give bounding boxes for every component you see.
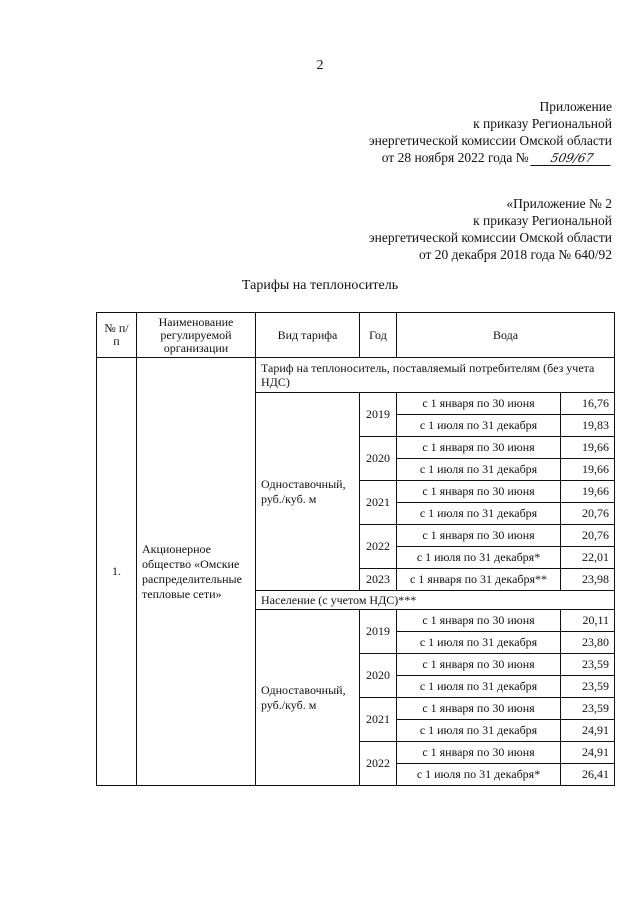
period-cell: с 1 января по 31 декабря** — [397, 569, 561, 591]
tariff-value: 22,01 — [561, 547, 615, 569]
tariff-value: 23,98 — [561, 569, 615, 591]
tariff-value: 20,76 — [561, 503, 615, 525]
header-num: № п/п — [97, 313, 137, 358]
period-cell: с 1 июля по 31 декабря — [397, 720, 561, 742]
period-cell: с 1 января по 30 июня — [397, 698, 561, 720]
period-cell: с 1 января по 30 июня — [397, 654, 561, 676]
page-number: 2 — [316, 58, 324, 73]
tariff-value: 19,66 — [561, 437, 615, 459]
period-cell: с 1 января по 30 июня — [397, 481, 561, 503]
period-cell: с 1 января по 30 июня — [397, 742, 561, 764]
period-cell: с 1 июля по 31 декабря — [397, 459, 561, 481]
period-cell: с 1 января по 30 июня — [397, 437, 561, 459]
tariff-value: 23,59 — [561, 676, 615, 698]
period-cell: с 1 июля по 31 декабря — [397, 676, 561, 698]
appendix-date: от 28 ноября 2022 года № — [381, 150, 529, 165]
period-cell: с 1 января по 30 июня — [397, 525, 561, 547]
tariff-type: Одноставочный, руб./куб. м — [256, 610, 360, 786]
tariff-type: Одноставочный, руб./куб. м — [256, 393, 360, 591]
year-cell: 2020 — [360, 654, 397, 698]
period-cell: с 1 июля по 31 декабря — [397, 503, 561, 525]
appendix-header — [369, 98, 612, 166]
organization-name: Акционерное общество «Омские распределительные тепловые сети» — [137, 358, 256, 786]
tariff-value: 23,80 — [561, 632, 615, 654]
year-cell: 2019 — [360, 610, 397, 654]
original-appendix-line: «Приложение № 2 — [506, 196, 612, 211]
year-cell: 2019 — [360, 393, 397, 437]
section-caption: Население (с учетом НДС)*** — [256, 591, 615, 610]
year-cell: 2022 — [360, 525, 397, 569]
year-cell: 2021 — [360, 481, 397, 525]
appendix-line: энергетической комиссии Омской области — [368, 133, 612, 148]
tariff-table — [96, 312, 615, 786]
tariff-value: 16,76 — [561, 393, 615, 415]
year-cell: 2023 — [360, 569, 397, 591]
header-water: Вода — [397, 313, 615, 358]
period-cell: с 1 января по 30 июня — [397, 393, 561, 415]
tariff-value: 23,59 — [561, 654, 615, 676]
tariff-value: 26,41 — [561, 764, 615, 786]
period-cell: с 1 июля по 31 декабря — [397, 632, 561, 654]
tariff-value: 24,91 — [561, 742, 615, 764]
original-appendix-line: от 20 декабря 2018 года № 640/92 — [418, 247, 612, 262]
order-number-handwritten: 509/67 — [530, 151, 613, 166]
tariff-value: 24,91 — [561, 720, 615, 742]
original-appendix — [369, 195, 612, 263]
appendix-line: Приложение — [539, 99, 612, 114]
header-year: Год — [360, 313, 397, 358]
table-body — [97, 358, 615, 786]
original-appendix-line: энергетической комиссии Омской области — [368, 230, 612, 245]
period-cell: с 1 января по 30 июня — [397, 610, 561, 632]
year-cell: 2020 — [360, 437, 397, 481]
section-caption: Тариф на теплоноситель, поставляемый потребителям (без учета НДС) — [256, 358, 615, 393]
tariff-value: 19,83 — [561, 415, 615, 437]
tariff-value: 23,59 — [561, 698, 615, 720]
tariff-value: 19,66 — [561, 481, 615, 503]
period-cell: с 1 июля по 31 декабря — [397, 415, 561, 437]
row-number: 1. — [97, 358, 137, 786]
tariff-value: 20,76 — [561, 525, 615, 547]
period-cell: с 1 июля по 31 декабря* — [397, 764, 561, 786]
tariff-value: 20,11 — [561, 610, 615, 632]
appendix-line: к приказу Региональной — [473, 116, 612, 131]
period-cell: с 1 июля по 31 декабря* — [397, 547, 561, 569]
document-title: Тарифы на теплоноситель — [241, 278, 399, 293]
year-cell: 2021 — [360, 698, 397, 742]
year-cell: 2022 — [360, 742, 397, 786]
header-tariff-type: Вид тарифа — [256, 313, 360, 358]
section-caption-row — [97, 358, 615, 393]
tariff-value: 19,66 — [561, 459, 615, 481]
original-appendix-line: к приказу Региональной — [473, 213, 612, 228]
appendix-date-line — [369, 149, 612, 166]
header-organization: Наименование регулируемой организации — [137, 313, 256, 358]
